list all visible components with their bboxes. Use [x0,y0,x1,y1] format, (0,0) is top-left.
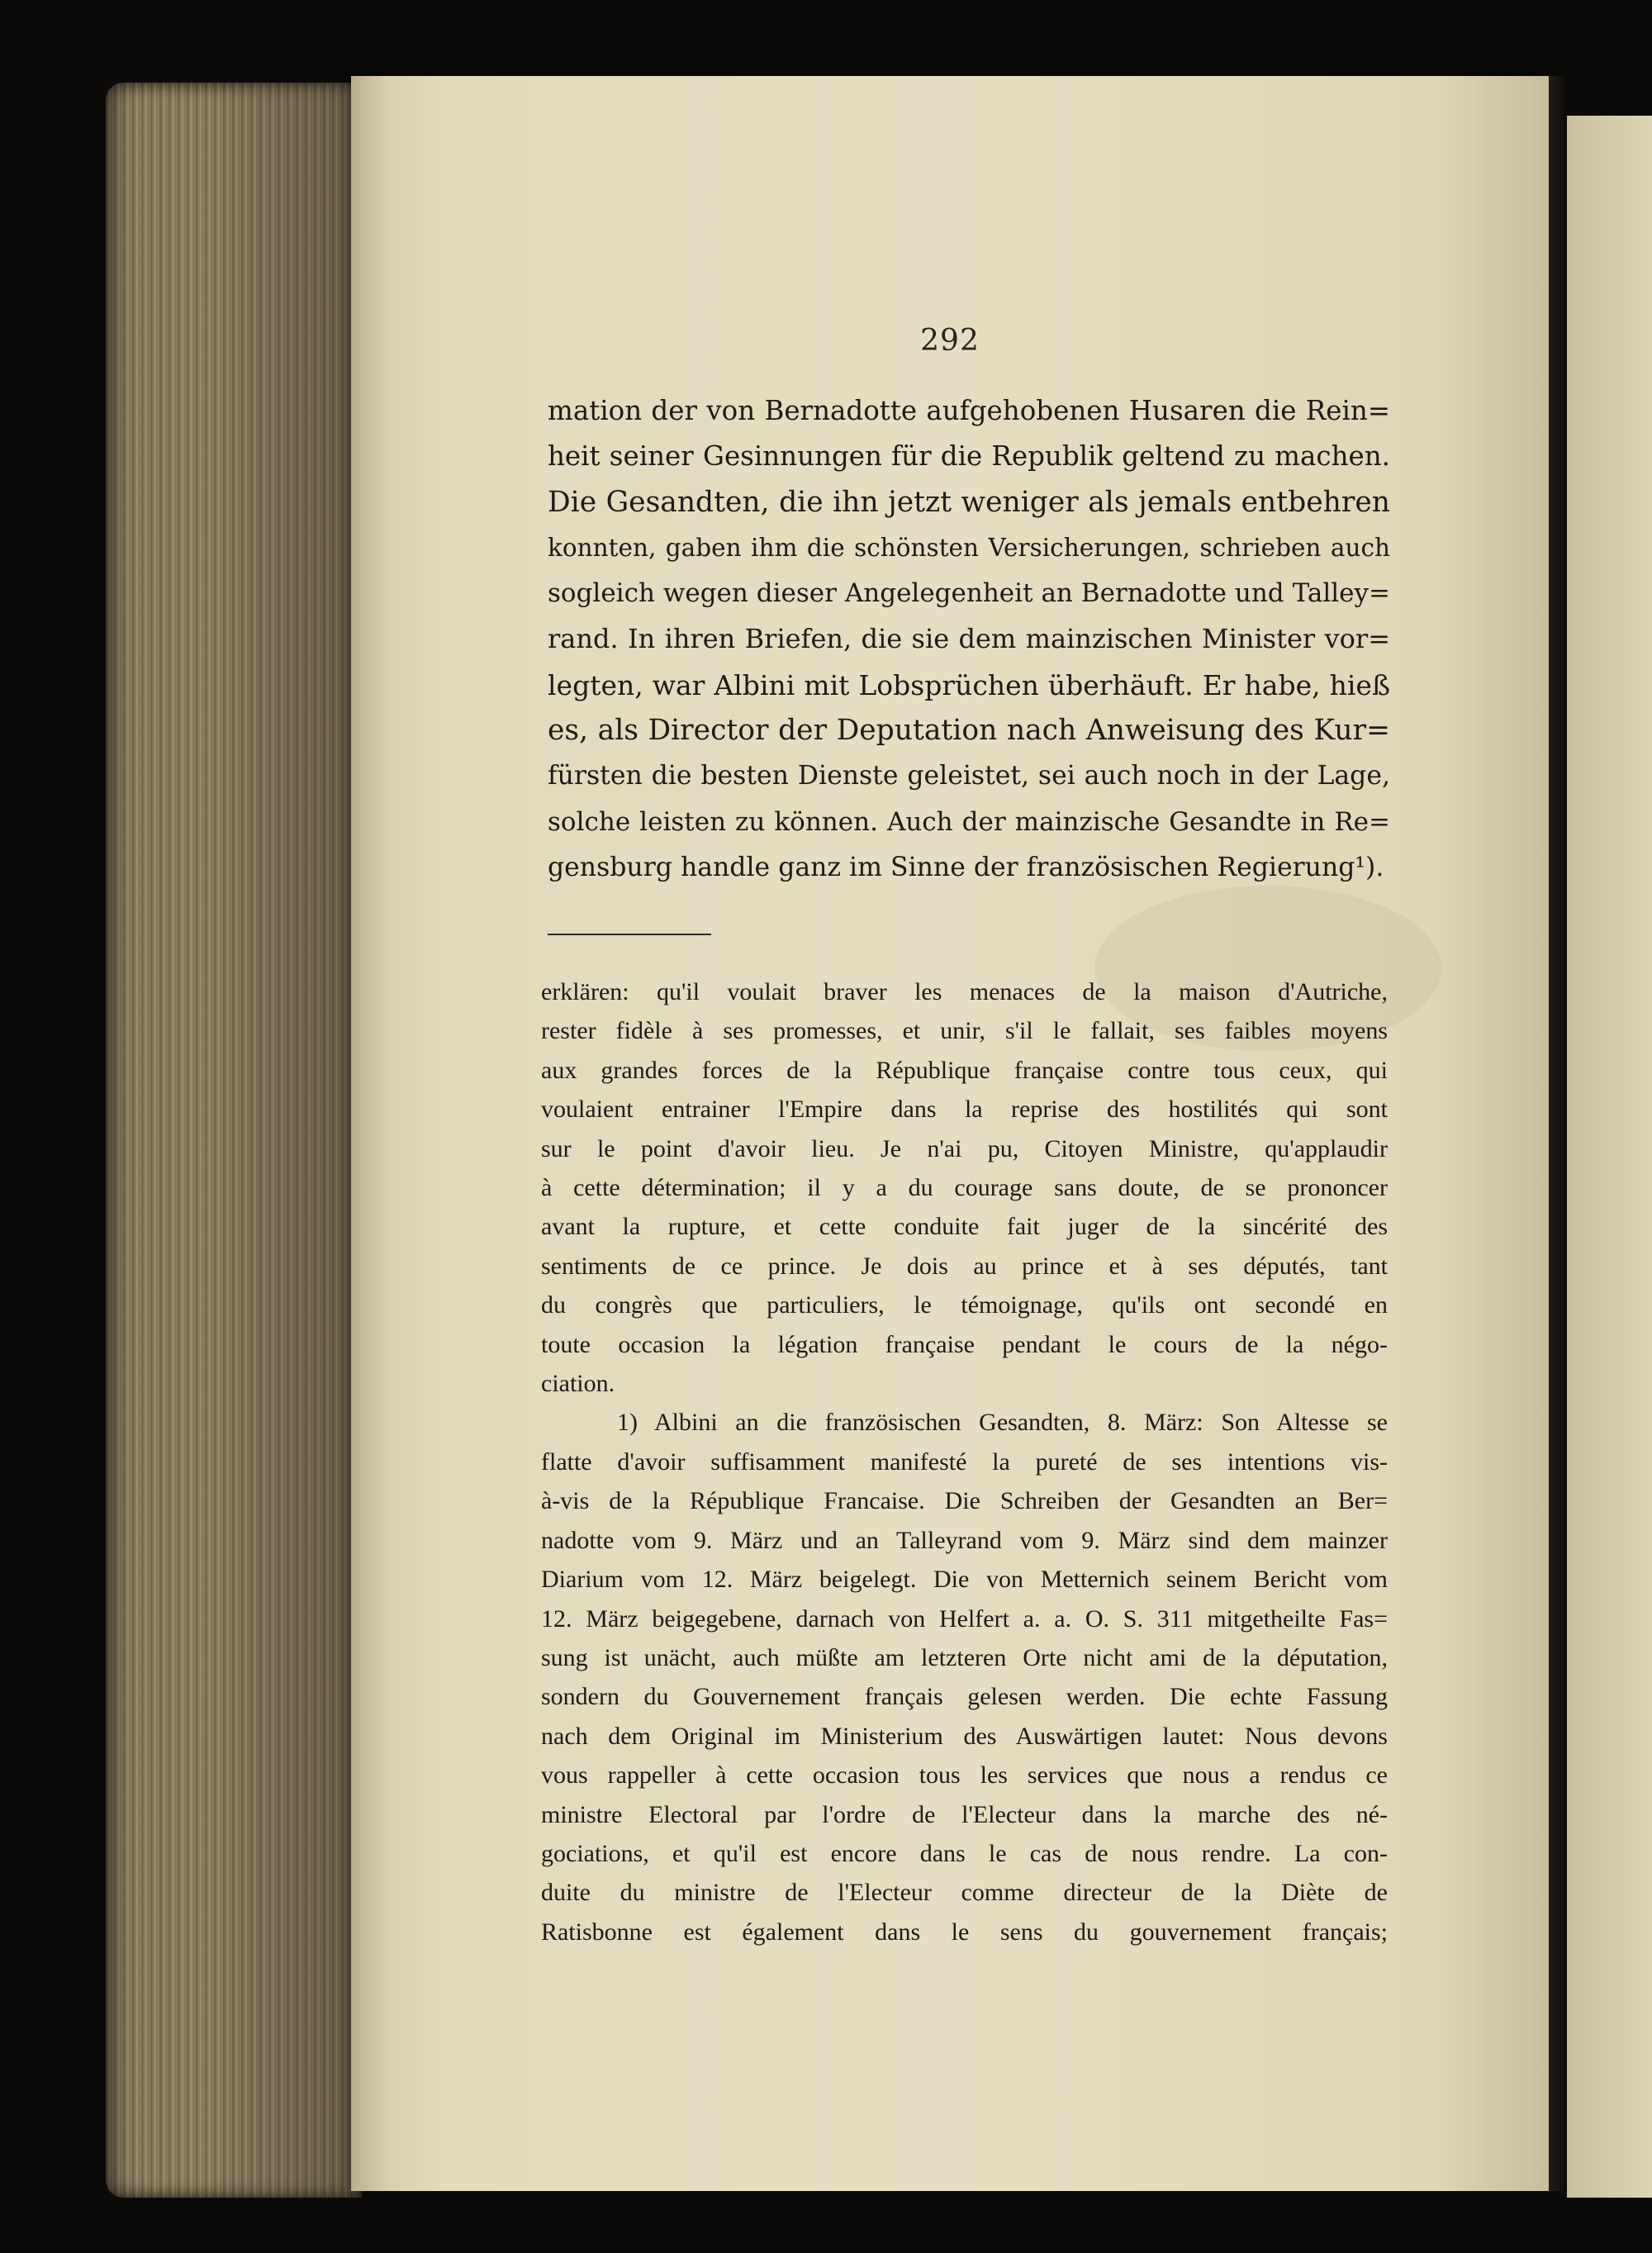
main-line: Die Gesandten, die ihn jetzt weniger als jemals entbehren [548,485,1390,519]
footnote-line: 12. März beigegebene, darnach von Helfert a. a. O. S. 311 mitgetheilte Fas= [541,1604,1388,1633]
footnote-line: flatte d'avoir suffisamment manifesté la pureté de ses intentions vis- [541,1447,1388,1476]
footnote-line: sondern du Gouvernement français gelesen werden. Die echte Fassung [541,1683,1388,1711]
footnote-line: 1) Albini an die französischen Gesandten, 8. März: Son Altesse se [617,1409,1388,1437]
facing-page-edge [1567,116,1652,2198]
main-line: mation der von Bernadotte aufgehobenen Husaren die Rein= [548,395,1390,426]
footnote-line: ministre Electoral par l'ordre de l'Electeur dans la marche des né- [541,1800,1388,1828]
main-line: rand. In ihren Briefen, die sie dem mainzischen Minister vor= [548,623,1390,655]
book-page [351,76,1549,2191]
footnote-line: à cette détermination; il y a du courage sans doute, de se prononcer [541,1174,1388,1202]
main-line: heit seiner Gesinnungen für die Republik geltend zu machen. [548,440,1390,473]
main-line: gensburg handle ganz im Sinne der französischen Regierung¹). [548,852,1384,882]
footnote-line: sung ist unächt, auch müßte am letzteren Orte nicht ami de la députation, [541,1643,1388,1671]
footnote-line: sur le point d'avoir lieu. Je n'ai pu, Citoyen Ministre, qu'applaudir [541,1134,1388,1162]
main-line: legten, war Albini mit Lobsprüchen überhäuft. Er habe, hieß [548,668,1390,701]
main-line: es, als Director der Deputation nach Anweisung des Kur= [548,714,1390,748]
main-text [548,388,1390,891]
footnotes [541,972,1388,1951]
footnote-line: ciation. [541,1370,615,1398]
footnote-line: sentiments de ce prince. Je dois au prince et à ses députés, tant [541,1252,1388,1280]
main-line: sogleich wegen dieser Angelegenheit an Bernadotte und Talley= [548,578,1390,609]
binding-gutter [1549,76,1567,2191]
footnote-line: du congrès que particuliers, le témoignage, qu'ils ont secondé en [541,1291,1388,1319]
footnote-line: Ratisbonne est également dans le sens du gouvernement français; [541,1918,1388,1946]
main-line: solche leisten zu können. Auch der mainzische Gesandte in Re= [548,806,1390,837]
main-line: konnten, gaben ihm die schönsten Versicherungen, schrieben auch [548,533,1390,562]
footnote-line: toute occasion la légation française pendant le cours de la négo- [541,1330,1388,1358]
page-edges-shadow [206,83,363,2198]
page-number: 292 [920,324,980,358]
footnote-line: gociations, et qu'il est encore dans le cas de nous rendre. La con- [541,1839,1388,1867]
footnote-line: rester fidèle à ses promesses, et unir, s'il le fallait, ses faibles moyens [541,1017,1388,1045]
footnote-line: avant la rupture, et cette conduite fait juger de la sincérité des [541,1213,1388,1241]
footnote-line: aux grandes forces de la République française contre tous ceux, qui [541,1056,1388,1084]
footnote-line: nach dem Original im Ministerium des Auswärtigen lautet: Nous devons [541,1722,1388,1750]
footnote-line: nadotte vom 9. März und an Talleyrand vom 9. März sind dem mainzer [541,1526,1388,1554]
footnote-line: erklären: qu'il voulait braver les menaces de la maison d'Autriche, [541,978,1388,1005]
main-line: fürsten die besten Dienste geleistet, sei auch noch in der Lage, [548,761,1390,791]
footnote-line: Diarium vom 12. März beigelegt. Die von Metternich seinem Bericht vom [541,1566,1388,1594]
footnote-rule [548,934,711,935]
footnote-line: à-vis de la République Francaise. Die Schreiben der Gesandten an Ber= [541,1487,1388,1515]
footnote-line: voulaient entrainer l'Empire dans la reprise des hostilités qui sont [541,1096,1388,1124]
footnote-line: vous rappeller à cette occasion tous les services que nous a rendus ce [541,1761,1388,1790]
footnote-line: duite du ministre de l'Electeur comme directeur de la Diète de [541,1879,1388,1907]
